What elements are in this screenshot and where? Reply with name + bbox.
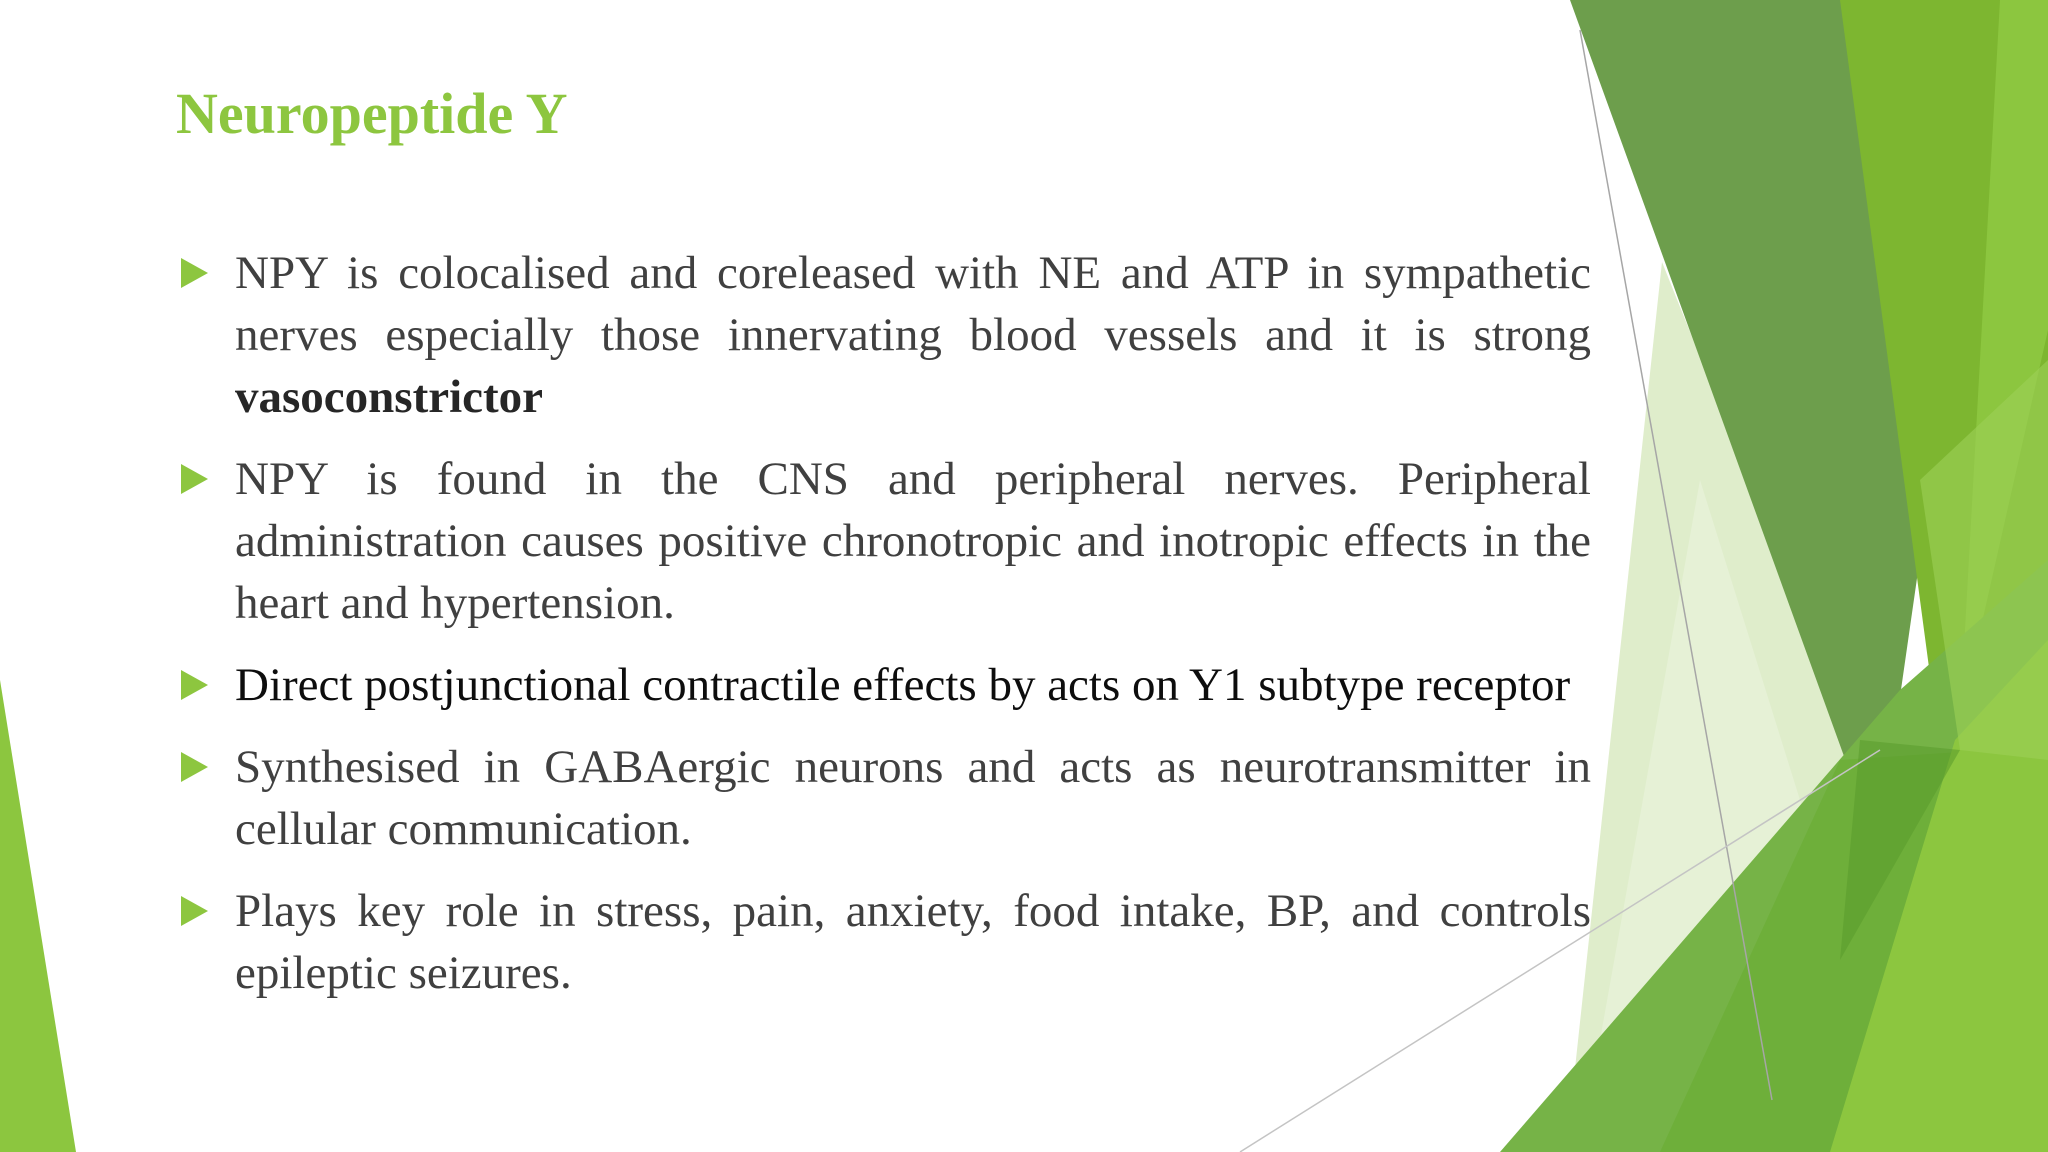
bullet-item — [176, 654, 1591, 716]
triangle-right-icon — [181, 258, 208, 288]
slide-title: Neuropeptide Y — [176, 81, 568, 146]
bullet-text: Direct postjunctional contractile effects by acts on Y1 subtype receptor — [235, 659, 1571, 711]
bullet-text: Synthesised in GABAergic neurons and acts as neurotransmitter in cellular communication. — [235, 741, 1591, 855]
bullet-text: Plays key role in stress, pain, anxiety, food intake, BP, and controls epileptic seizures. — [235, 885, 1591, 999]
bullet-emphasis: vasoconstrictor — [235, 371, 544, 423]
bullet-list — [176, 242, 1591, 1004]
triangle-right-icon — [181, 752, 208, 782]
bullet-text: NPY is colocalised and coreleased with NE and ATP in sympathetic nerves especially those innervating blood vessels and it is strong — [235, 247, 1591, 361]
left-green-wedge — [0, 680, 76, 1152]
bullet-item — [176, 242, 1591, 428]
triangle-right-icon — [181, 670, 208, 700]
bullet-item — [176, 880, 1591, 1004]
triangle-right-icon — [181, 464, 208, 494]
triangle-right-icon — [181, 896, 208, 926]
bullet-item — [176, 448, 1591, 634]
bullet-item — [176, 736, 1591, 860]
bullet-text: NPY is found in the CNS and peripheral nerves. Peripheral administration causes positive chronotropic and inotropic effects in the heart and hypertension. — [235, 453, 1591, 629]
